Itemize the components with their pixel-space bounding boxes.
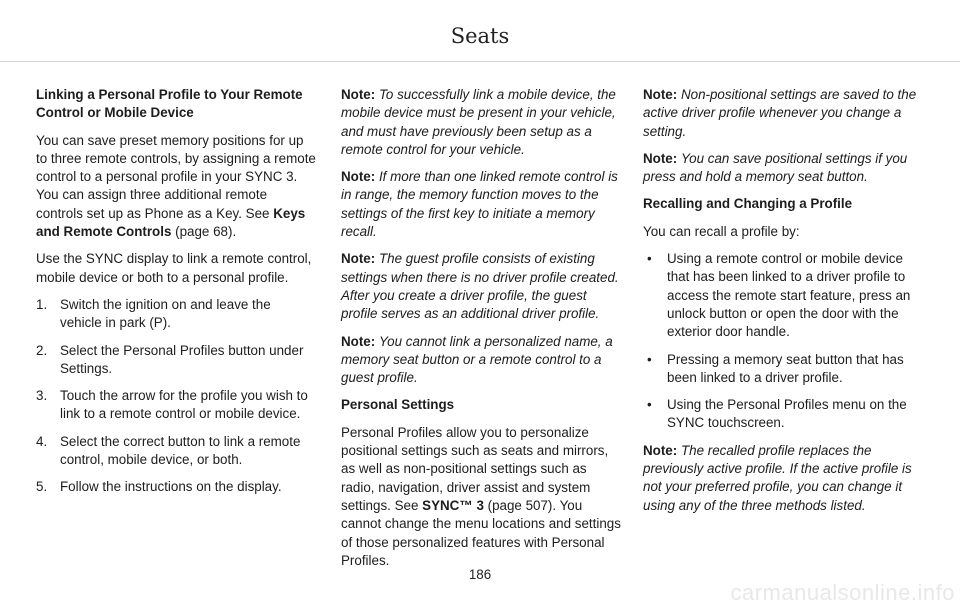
note-label: Note: <box>341 169 376 185</box>
note-text: You cannot link a personalized name, a memory seat button or a remote control to a guest profile. <box>341 333 613 386</box>
sync3-reference: SYNC™ 3 <box>422 497 484 513</box>
step-number: 1. <box>36 296 48 312</box>
bullet-text: Using a remote control or mobile device that has been linked to a driver profile to access the remote start feature, press an unlock button or open the door with the exterior door handle. <box>667 251 911 340</box>
list-item <box>643 250 923 341</box>
page-number: 186 <box>468 567 492 582</box>
bullet-icon: • <box>647 397 652 413</box>
step-number: 2. <box>36 342 48 358</box>
note-label: Note: <box>643 87 678 102</box>
step-text: Select the correct button to link a remote control, mobile device, or both. <box>60 433 301 468</box>
note-label: Note: <box>341 251 376 267</box>
list-item <box>36 478 316 496</box>
bullet-icon: • <box>647 251 652 267</box>
note-paragraph <box>341 250 621 323</box>
keys-remote-reference: Keys and Remote Controls <box>36 205 306 240</box>
note-text: If more than one linked remote control is in range, the memory function moves to the settings of the first key to initiate a memory recall. <box>341 169 618 240</box>
body-text-end: (page 507). You cannot change the menu locations and settings of those personalized features with Personal Profiles. <box>341 497 621 568</box>
list-item <box>643 351 923 388</box>
list-item <box>36 387 316 424</box>
note-text: You can save positional settings if you press and hold a memory seat button. <box>643 150 908 185</box>
note-paragraph <box>643 442 923 515</box>
intro-text: You can save preset memory positions for up to three remote controls, by assigning a remote control to a personal profile in your SYNC 3. You can assign three additional remote controls set up as Phone as a Key. See <box>36 132 316 221</box>
section-heading-personal-settings: Personal Settings <box>341 397 455 413</box>
step-text: Switch the ignition on and leave the vehicle in park (P). <box>60 296 271 331</box>
bullet-text: Pressing a memory seat button that has been linked to a driver profile. <box>667 351 904 385</box>
note-label: Note: <box>341 87 376 102</box>
page-title: Seats <box>450 24 510 48</box>
note-text: The recalled profile replaces the previously active profile. If the active profile is not your preferred profile, you can change it using any of the three methods listed. <box>643 442 912 513</box>
list-item <box>643 396 923 433</box>
note-paragraph <box>643 150 923 187</box>
watermark: carmanualsonline.info <box>730 580 955 605</box>
body-text: Personal Profiles allow you to personalize positional settings such as seats and mirrors, as well as non-positional settings such as radio, navigation, driver assist and system settings. See <box>341 424 609 513</box>
intro-paragraph <box>36 132 316 242</box>
step-number: 5. <box>36 479 48 495</box>
column-2 <box>341 86 621 579</box>
step-text: Select the Personal Profiles button under Settings. <box>60 342 304 376</box>
personal-settings-paragraph <box>341 424 621 570</box>
step-text: Follow the instructions on the display. <box>60 479 282 495</box>
sync-display-paragraph: Use the SYNC display to link a remote control, mobile device or both to a personal profile. <box>36 251 312 285</box>
header-divider <box>0 61 960 62</box>
note-text: Non-positional settings are saved to the active driver profile whenever you change a setting. <box>643 87 917 139</box>
list-item <box>36 342 316 379</box>
step-number: 4. <box>36 433 48 449</box>
recall-intro: You can recall a profile by: <box>643 223 800 239</box>
column-3 <box>643 86 923 524</box>
note-paragraph <box>341 168 621 241</box>
note-text: To successfully link a mobile device, the mobile device must be present in your vehicle, and must have previously been setup as a remote control for your vehicle. <box>341 87 616 157</box>
intro-page-ref: (page 68). <box>171 224 237 240</box>
steps-list <box>36 296 316 497</box>
step-number: 3. <box>36 388 48 404</box>
section-heading-recalling: Recalling and Changing a Profile <box>643 196 853 212</box>
recall-methods-list <box>643 250 923 433</box>
note-label: Note: <box>341 333 376 349</box>
column-1 <box>36 86 316 506</box>
list-item <box>36 296 316 333</box>
section-heading-linking: Linking a Personal Profile to Your Remote Control or Mobile Device <box>36 87 303 121</box>
note-paragraph <box>341 333 621 388</box>
note-paragraph <box>643 86 923 141</box>
note-label: Note: <box>643 442 678 458</box>
bullet-text: Using the Personal Profiles menu on the SYNC touchscreen. <box>667 397 907 431</box>
bullet-icon: • <box>647 351 652 367</box>
step-text: Touch the arrow for the profile you wish to link to a remote control or mobile device. <box>60 388 308 422</box>
note-text: The guest profile consists of existing settings when there is no driver profile created. After you create a driver profile, the guest profile serves as an additional driver profile. <box>341 251 619 322</box>
note-label: Note: <box>643 150 678 166</box>
list-item <box>36 433 316 470</box>
note-paragraph <box>341 86 621 159</box>
